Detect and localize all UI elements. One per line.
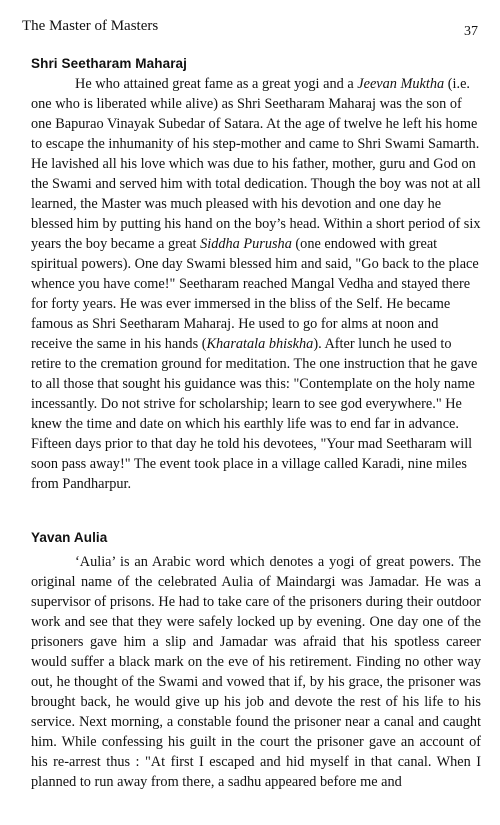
text-run: (one endowed with great spiritual powers). One day Swami blessed him and said, "Go back to the place whence you have come!" Seetharam reached Mangal Vedha and stayed there for forty years. He was ever immersed in the bliss of the Self. He became famous as Shri Seetharam Maharaj. He used to go for alms at noon and receive the same in his hands ( — [31, 236, 479, 352]
section-heading-yavan-aulia: Yavan Aulia — [31, 530, 108, 545]
italic-term: Jeevan Muktha — [357, 76, 445, 92]
text-run: ‘Aulia’ is an Arabic word which denotes a yogi of great powers. The original name of the celebrated Aulia of Maindargi was Jamadar. He was a supervisor of prisons. He had to take care of the prisoners during their outdoor work and see that they were safely locked up by evening. One day one of the prisoners gave him a slip and Jamadar was afraid that his spotless career would suffer a black mark on the eve of his retirement. Finding no other way out, he thought of the Swami and vowed that if, by his grace, the prisoner was brought back, he would give up his job and devote the rest of his life to his service. Next morning, a constable found the prisoner near a canal and caught him. While confessing his guilt in the court the prisoner gave an account of his re-arrest thus : "At first I escaped and hid myself in that canal. When I planned to run away from there, a sadhu appeared before me and — [31, 554, 481, 790]
section-body-yavan-aulia — [31, 552, 481, 792]
paragraph — [31, 552, 481, 792]
page-header — [22, 18, 478, 40]
italic-term: Siddha Purusha — [200, 236, 292, 252]
running-title: The Master of Masters — [22, 18, 159, 34]
paragraph — [31, 74, 481, 494]
text-run: He who attained great fame as a great yogi and a — [75, 76, 358, 92]
italic-term: Kharatala bhiskha — [206, 336, 314, 352]
text-run: (i.e. one who is liberated while alive) as Shri Seetharam Maharaj was the son of one Bapurao Vinayak Subedar of Satara. At the age of twelve he left his home to escape the inhumanity of his step-mother and came to Shri Swami Samarth. He lavished all his love which was due to his father, mother, guru and God on the Swami and served him with total dedication. Though the boy was not at all learned, the Master was much pleased with his devotion and one day he blessed him by putting his hand on the boy’s head. Within a short period of six years the boy became a great — [31, 76, 481, 252]
section-body-seetharam — [31, 74, 481, 494]
page-number: 37 — [464, 24, 478, 39]
text-run: ). After lunch he used to retire to the cremation ground for meditation. The one instruction that he gave to all those that sought his guidance was this: "Contemplate on the holy name incessantly. Do not strive for scholarship; learn to see god everywhere." He knew the time and date on which his earthly life was to end far in advance. Fifteen days prior to that day he told his devotees, "Your mad Seetharam will soon pass away!" The event took place in a village called Karadi, nine miles from Pandharpur. — [31, 336, 478, 492]
section-heading-seetharam: Shri Seetharam Maharaj — [31, 56, 188, 71]
